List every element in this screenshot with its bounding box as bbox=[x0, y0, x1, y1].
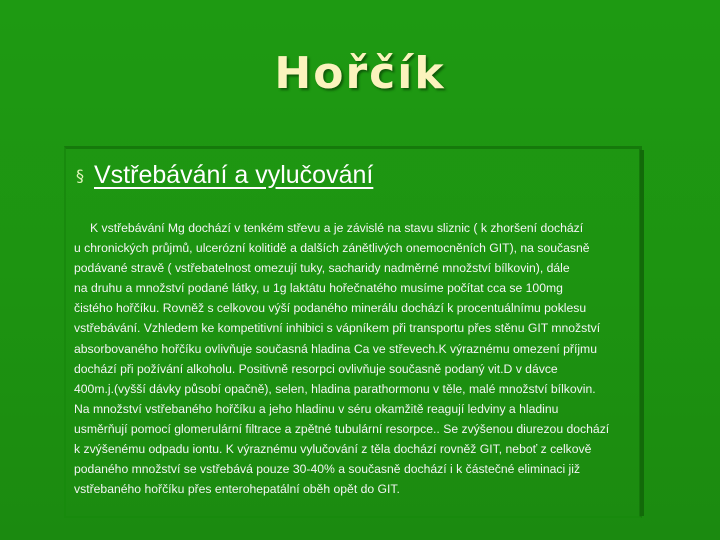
paragraph-line: absorbovaného hořčíku ovlivňuje současná hladina Ca ve střevech.K výraznému omezení příjmu bbox=[74, 341, 597, 356]
bullet-marker: § bbox=[76, 165, 84, 185]
paragraph-line: u chronických průjmů, ulcerózní kolitidě a dalších zánětlivých onemocněních GIT), na současně bbox=[74, 241, 590, 256]
body-paragraph bbox=[74, 218, 699, 499]
paragraph-line: podaného množství se vstřebává pouze 30-40% a současně dochází i k částečné eliminaci již bbox=[74, 462, 581, 477]
paragraph-line: čistého hořčíku. Rovněž s celkovou výší podaného minerálu dochází k procentuálnímu poklesu bbox=[74, 301, 587, 316]
slide-title: Hořčík bbox=[274, 48, 446, 99]
paragraph-line: K vstřebávání Mg dochází v tenkém střevu a je závislé na stavu sliznic ( k zhoršení dochází bbox=[90, 221, 584, 235]
paragraph-line: Na množství vstřebaného hořčíku a jeho hladinu v séru okamžitě reagují ledviny a hladinu bbox=[74, 401, 559, 416]
paragraph-line: 400m.j.(vyšší dávky působí opačně), selen, hladina parathormonu v těle, malé množství bílkovin. bbox=[74, 381, 596, 396]
paragraph-line: vstřebaného hořčíku přes enterohepatální oběh opět do GIT. bbox=[74, 482, 400, 497]
paragraph-line: k zvýšenému odpadu iontu. K výraznému vylučování z těla dochází rovněž GIT, neboť z celkově bbox=[74, 442, 592, 457]
paragraph-line: usměrňují pomocí glomerulární filtrace a zpětné tubulární resorpce.. Se zvýšenou diurezou dochází bbox=[74, 421, 610, 436]
paragraph-line: vstřebávání. Vzhledem ke kompetitivní inhibici s vápníkem při transportu přes stěnu GIT množství bbox=[74, 321, 601, 336]
section-heading: Vstřebávání a vylučování bbox=[94, 160, 374, 189]
paragraph-line: podávané stravě ( vstřebatelnost omezují tuky, sacharidy nadměrné množství bílkovin), dále bbox=[74, 261, 570, 276]
paragraph-line: dochází při požívání alkoholu. Positivně resorpci ovlivňuje současně podaný vit.D v dávce bbox=[74, 361, 558, 376]
bullet-heading bbox=[76, 158, 373, 192]
paragraph-line: na druhu a množství podané látky, u 1g laktátu hořečnatého musíme počítat cca se 100mg bbox=[74, 281, 563, 296]
